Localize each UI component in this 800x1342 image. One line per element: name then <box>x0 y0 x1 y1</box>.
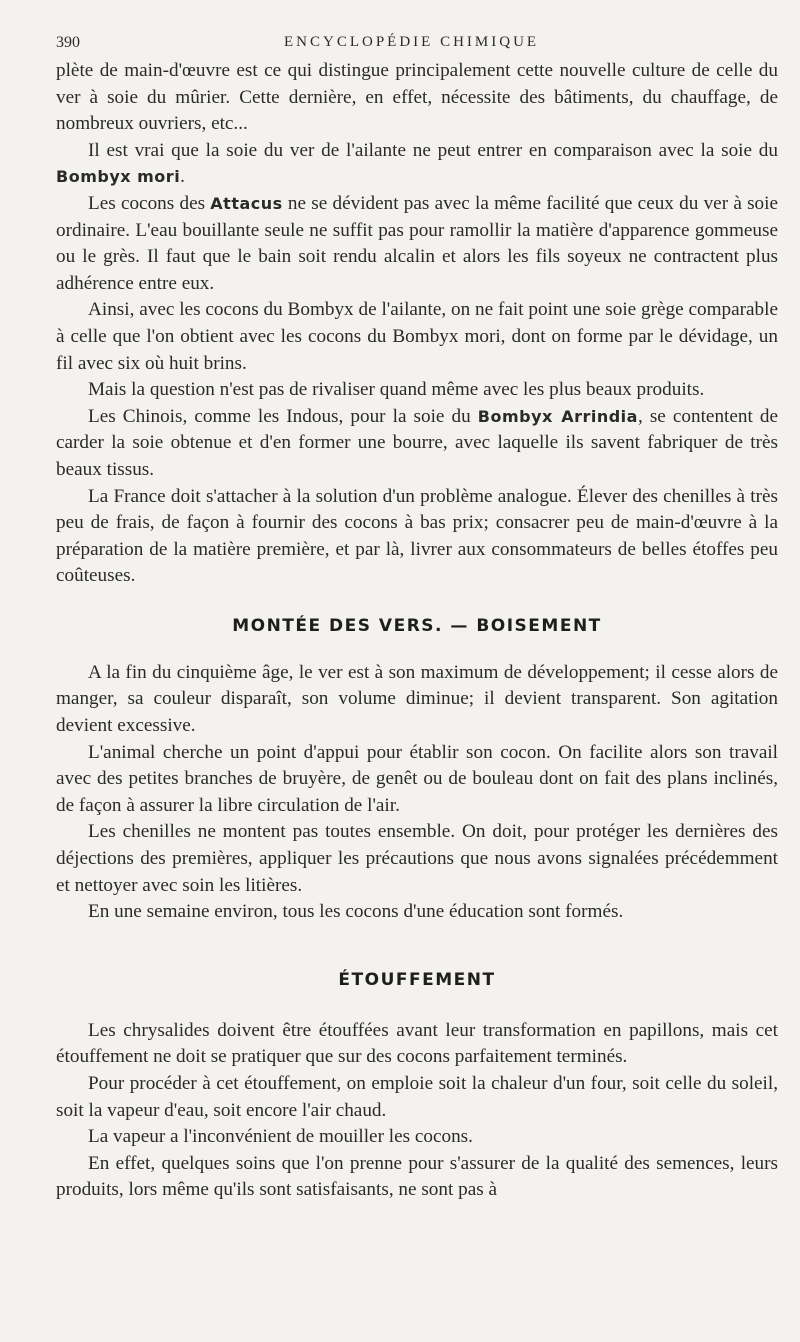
paragraph: plète de main-d'œuvre est ce qui distingue principalement cette nouvelle culture de celle du ver à soie du mûrier. Cette dernière, en effet, nécessite des bâtiments, du chauffage, de nombreux ouvriers, etc... <box>56 60 778 135</box>
paragraph: La vapeur a l'inconvénient de mouiller les cocons. <box>88 1126 473 1148</box>
text-run: Il est vrai que la soie du ver de l'ailante ne peut entrer en comparaison avec la soie du <box>88 139 778 161</box>
paragraph: Les chenilles ne montent pas toutes ensemble. On doit, pour protéger les dernières des déjections des premières, appliquer les précautions que nous avons signalées précédemment et nettoyer avec soin les litières. <box>56 821 778 896</box>
page-number: 390 <box>56 34 80 51</box>
paragraph: En une semaine environ, tous les cocons d'une éducation sont formés. <box>88 901 624 923</box>
paragraph: Ainsi, avec les cocons du Bombyx de l'ailante, on ne fait point une soie grège comparable à celle que l'on obtient avec les cocons du Bombyx mori, dont on forme par le dévidage, un fil avec six où huit brins. <box>56 299 778 374</box>
page-header <box>56 28 778 58</box>
paragraph <box>56 138 778 191</box>
text-run: Les cocons des <box>88 192 211 214</box>
text-run: ne se dévident pas avec la même facilité que ceux du ver à soie ordinaire. L'eau bouillante seule ne suffit pas pour ramollir la matière d'apparence gommeuse ou le grès. Il faut que le bain soit rendu alcalin et alors les fils soyeux ne contractent plus adhérence entre eux. <box>56 192 778 294</box>
text-run: , se contentent de carder la soie obtenue et d'en former une bourre, avec laquelle ils savent fabriquer de très beaux tissus. <box>56 405 778 480</box>
paragraph: L'animal cherche un point d'appui pour établir son cocon. On facilite alors son travail avec des petites branches de bruyère, de genêt ou de bouleau dont on fait des plans inclinés, de façon à assurer la libre circulation de l'air. <box>56 741 778 816</box>
section-montee-des-vers <box>56 660 778 926</box>
species-name: Bombyx mori <box>56 167 181 187</box>
paragraph: Pour procéder à cet étouffement, on emploie soit la chaleur d'un four, soit celle du soleil, soit la vapeur d'eau, soit encore l'air chaud. <box>56 1073 778 1121</box>
paragraph: Les chrysalides doivent être étouffées avant leur transformation en papillons, mais cet étouffement ne doit se pratiquer que sur des cocons parfaitement terminés. <box>56 1019 778 1068</box>
paragraph: La France doit s'attacher à la solution d'un problème analogue. Élever des chenilles à très peu de frais, de façon à fournir des cocons à bas prix; consacrer peu de main-d'œuvre à la préparation de la matière première, et par là, livrer aux consommateurs de belles étoffes peu coûteuses. <box>56 485 778 587</box>
paragraph: En effet, quelques soins que l'on prenne pour s'assurer de la qualité des semences, leurs produits, lors même qu'ils sont satisfaisants, ne sont pas à <box>56 1152 778 1201</box>
text-run: Les Chinois, comme les Indous, pour la soie du <box>88 405 478 427</box>
section-etouffement <box>56 1018 778 1204</box>
paragraph <box>56 191 778 297</box>
species-name: Bombyx Arrindia <box>477 406 638 426</box>
running-title: ENCYCLOPÉDIE CHIMIQUE <box>284 34 540 50</box>
paragraph: A la fin du cinquième âge, le ver est à son maximum de développement; il cesse alors de manger, sa couleur disparaît, son volume diminue; il devient transparent. Son agitation devient excessive. <box>56 661 778 737</box>
section-silk-culture <box>56 58 778 590</box>
section-heading: ÉTOUFFEMENT <box>338 969 496 990</box>
paragraph <box>56 404 778 484</box>
text-run: . <box>180 166 185 188</box>
section-heading: MONTÉE DES VERS. — BOISEMENT <box>232 615 602 636</box>
paragraph: Mais la question n'est pas de rivaliser quand même avec les plus beaux produits. <box>88 379 705 401</box>
species-name: Attacus <box>210 193 283 213</box>
